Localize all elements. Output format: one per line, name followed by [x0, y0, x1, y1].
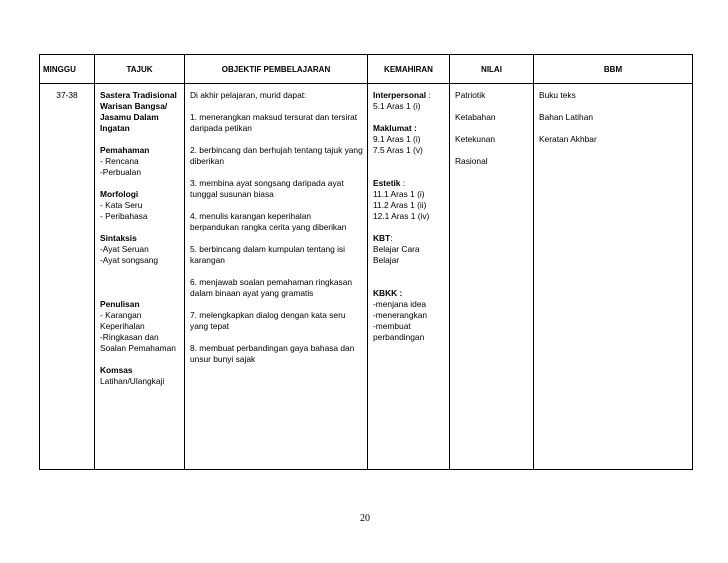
header-kemahiran: KEMAHIRAN	[368, 55, 450, 84]
kemahiran-maklumat-title: Maklumat :	[373, 123, 417, 133]
header-nilai: NILAI	[450, 55, 534, 84]
tajuk-pemahaman	[100, 145, 179, 178]
kemahiran-interpersonal	[373, 90, 444, 112]
tajuk-sintaksis-title: Sintaksis	[100, 233, 137, 243]
objektif-line: berpandukan rangka cerita yang diberikan	[190, 222, 347, 232]
nilai-item	[455, 112, 528, 123]
bbm-item	[539, 112, 687, 123]
tajuk-morfologi	[100, 189, 179, 222]
tajuk-sastera-line: Jasamu Dalam	[100, 112, 159, 122]
kemahiran-item: perbandingan	[373, 332, 425, 342]
tajuk-sastera	[100, 90, 179, 134]
kemahiran-item: -membuat	[373, 321, 411, 331]
objektif-4	[190, 211, 362, 233]
kemahiran-estetik-suffix: :	[400, 178, 406, 188]
tajuk-sastera-line: Ingatan	[100, 123, 130, 133]
kemahiran-kbkk-title: KBKK :	[373, 288, 403, 298]
tajuk-morfologi-title: Morfologi	[100, 189, 139, 199]
kemahiran-item: -menjana idea	[373, 299, 427, 309]
bbm-label: Keratan Akhbar	[539, 134, 597, 144]
kemahiran-item: 11.1 Aras 1 (i)	[373, 189, 425, 199]
kemahiran-interpersonal-heading	[373, 90, 444, 101]
week-range: 37-38	[56, 90, 78, 100]
objektif-line: yang tepat	[190, 321, 230, 331]
nilai-label: Ketabahan	[455, 112, 496, 122]
table-row	[40, 84, 693, 470]
objektif-3	[190, 178, 362, 200]
kemahiran-item: 7.5 Aras 1 (v)	[373, 145, 423, 155]
header-tajuk: TAJUK	[95, 55, 185, 84]
nilai-label: Ketekunan	[455, 134, 496, 144]
tajuk-penulisan-item: Soalan Pemahaman	[100, 343, 176, 353]
kemahiran-item: 9.1 Aras 1 (i)	[373, 134, 421, 144]
objektif-line: tunggal susunan biasa	[190, 189, 274, 199]
tajuk-komsas-item: Latihan/Ulangkaji	[100, 376, 165, 386]
tajuk-penulisan-item: - Karangan	[100, 310, 142, 320]
cell-minggu	[40, 84, 95, 470]
objektif-line: 2. berbincang dan berhujah tentang tajuk yang	[190, 145, 363, 155]
kemahiran-estetik-heading	[373, 178, 444, 189]
kemahiran-kbt-title: KBT	[373, 233, 391, 243]
kemahiran-interpersonal-suffix: :	[426, 90, 431, 100]
cell-objektif	[185, 84, 368, 470]
tajuk-komsas	[100, 365, 179, 387]
bbm-label: Bahan Latihan	[539, 112, 594, 122]
header-objektif: OBJEKTIF PEMBELAJARAN	[185, 55, 368, 84]
tajuk-pemahaman-item: - Rencana	[100, 156, 139, 166]
kemahiran-item: -menerangkan	[373, 310, 428, 320]
lesson-plan-table	[39, 54, 693, 470]
nilai-item	[455, 90, 528, 101]
page-number: 20	[360, 513, 370, 524]
kemahiran-kbt-suffix: :	[390, 233, 393, 243]
tajuk-morfologi-item: - Kata Seru	[100, 200, 143, 210]
tajuk-penulisan-title: Penulisan	[100, 299, 140, 309]
objektif-7	[190, 310, 362, 332]
objektif-line: 5. berbincang dalam kumpulan tentang isi	[190, 244, 346, 254]
tajuk-sintaksis	[100, 233, 179, 266]
tajuk-penulisan	[100, 299, 179, 354]
nilai-item	[455, 134, 528, 145]
cell-nilai	[450, 84, 534, 470]
cell-tajuk	[95, 84, 185, 470]
objektif-1	[190, 112, 362, 134]
tajuk-komsas-title: Komsas	[100, 365, 133, 375]
bbm-item	[539, 134, 687, 145]
tajuk-sintaksis-item: -Ayat Seruan	[100, 244, 149, 254]
objektif-line: 7. melengkapkan dialog dengan kata seru	[190, 310, 346, 320]
tajuk-penulisan-item: -Ringkasan dan	[100, 332, 159, 342]
objektif-8	[190, 343, 362, 365]
objektif-2	[190, 145, 362, 167]
kemahiran-maklumat	[373, 123, 444, 156]
objektif-intro-text: Di akhir pelajaran, murid dapat:	[190, 90, 307, 100]
kemahiran-interpersonal-title: Interpersonal	[373, 90, 427, 100]
objektif-line: karangan	[190, 255, 225, 265]
objektif-line: daripada petikan	[190, 123, 252, 133]
tajuk-pemahaman-item: -Perbualan	[100, 167, 141, 177]
kemahiran-kbt	[373, 233, 444, 266]
objektif-line: 8. membuat perbandingan gaya bahasa dan	[190, 343, 355, 353]
bbm-label: Buku teks	[539, 90, 576, 100]
cell-kemahiran	[368, 84, 450, 470]
tajuk-sastera-line: Sastera Tradisional	[100, 90, 177, 100]
objektif-line: 3. membina ayat songsang daripada ayat	[190, 178, 344, 188]
kemahiran-item: Belajar Cara	[373, 244, 420, 254]
nilai-label: Rasional	[455, 156, 488, 166]
nilai-item	[455, 156, 528, 167]
objektif-6	[190, 277, 362, 299]
bbm-item	[539, 90, 687, 101]
tajuk-pemahaman-title: Pemahaman	[100, 145, 150, 155]
kemahiran-kbt-heading	[373, 233, 444, 244]
tajuk-sastera-line: Warisan Bangsa/	[100, 101, 168, 111]
objektif-line: diberikan	[190, 156, 224, 166]
kemahiran-item: 12.1 Aras 1 (iv)	[373, 211, 430, 221]
tajuk-sintaksis-item: -Ayat songsang	[100, 255, 159, 265]
header-minggu: MINGGU	[40, 55, 95, 84]
objektif-intro	[190, 90, 362, 101]
table-header-row	[40, 55, 693, 84]
objektif-5	[190, 244, 362, 266]
tajuk-penulisan-item: Keperihalan	[100, 321, 145, 331]
objektif-line: dalam binaan ayat yang gramatis	[190, 288, 314, 298]
kemahiran-item: 11.2 Aras 1 (ii)	[373, 200, 427, 210]
kemahiran-item: Belajar	[373, 255, 400, 265]
objektif-line: 6. menjawab soalan pemahaman ringkasan	[190, 277, 353, 287]
objektif-line: unsur bunyi sajak	[190, 354, 256, 364]
objektif-line: 4. menulis karangan keperihalan	[190, 211, 312, 221]
objektif-line: 1. menerangkan maksud tersurat dan tersirat	[190, 112, 358, 122]
nilai-label: Patriotik	[455, 90, 486, 100]
kemahiran-item: 5.1 Aras 1 (i)	[373, 101, 421, 111]
kemahiran-estetik	[373, 178, 444, 222]
tajuk-morfologi-item: - Peribahasa	[100, 211, 148, 221]
cell-bbm	[534, 84, 693, 470]
kemahiran-estetik-title: Estetik	[373, 178, 401, 188]
header-bbm: BBM	[534, 55, 693, 84]
kemahiran-kbkk	[373, 288, 444, 343]
